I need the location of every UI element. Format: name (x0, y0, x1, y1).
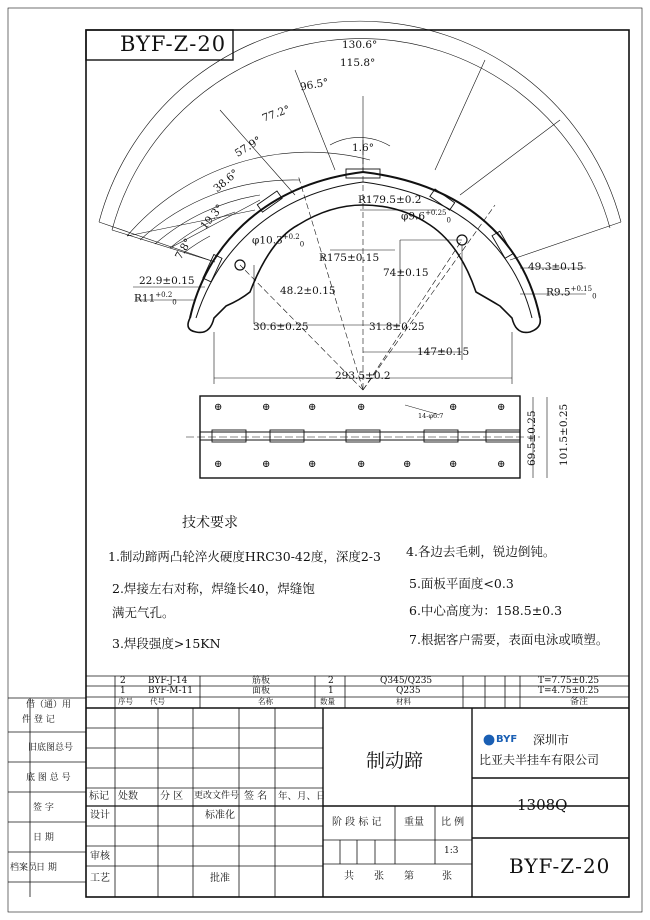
rev-header: 处数 (118, 791, 138, 802)
hole-icon: ⊕ (262, 459, 271, 470)
requirement-line: 4.各边去毛刺，锐边倒钝。 (406, 544, 556, 559)
page-label: 第 (404, 871, 414, 882)
part-name-title: 制动蹄 (366, 750, 424, 772)
sheets-label: 张 (374, 871, 384, 882)
weight-label: 重量 (404, 817, 424, 828)
header-material: 材料 (396, 697, 411, 706)
hole-icon: ⊕ (214, 402, 223, 413)
rev-header: 年、月、日 (278, 791, 326, 802)
part-material: Q235 (396, 686, 421, 696)
company-line1: 深圳市 (533, 733, 570, 747)
ratio-label: 比 例 (441, 817, 465, 828)
part-code: BYF-J-14 (148, 676, 188, 686)
side-label: 档案员 (10, 863, 38, 873)
hole-icon: ⊕ (449, 459, 458, 470)
hole-icon: ⊕ (403, 459, 412, 470)
part-qty: 2 (328, 676, 334, 686)
requirement-line: 7.根据客户需要，表面电泳或喷塑。 (409, 632, 609, 647)
dim-r11: $R11^{+0.2}_0$ (134, 291, 177, 307)
rev-header: 更改文件号 (194, 791, 240, 801)
dim-147: 147±0.15 (417, 346, 470, 358)
angle-label: 115.8° (340, 57, 376, 69)
hole-icon: ⊕ (357, 402, 366, 413)
dim-31-8: 31.8±0.25 (369, 321, 425, 333)
part-name: 面板 (252, 686, 271, 696)
dim-phi96: $\varphi 9.6^{+0.25}_0$ (401, 209, 451, 225)
header-name: 名称 (258, 697, 273, 706)
requirement-line: 5.面板平面度<0.3 (409, 576, 514, 591)
plan-view (186, 396, 547, 478)
dim-22-9: 22.9±0.15 (139, 275, 195, 287)
side-label: 日 期 (36, 863, 57, 873)
process-label: 工艺 (90, 873, 110, 884)
side-label: 签 字 (33, 803, 54, 813)
hole-icon: ⊕ (497, 459, 506, 470)
rev-header: 签 名 (244, 791, 268, 802)
dim-49-3: 49.3±0.15 (528, 261, 584, 273)
dim-69-5: 69.5±0.25 (526, 410, 538, 466)
side-label: 日 期 (33, 833, 54, 843)
check-label: 审核 (90, 851, 110, 862)
dim-48-2: 48.2±0.15 (280, 285, 336, 297)
hole-icon: ⊕ (308, 459, 317, 470)
dim-r179: R179.5±0.2 (358, 194, 422, 206)
stage-mark-label: 阶 段 标 记 (332, 817, 382, 828)
lining-pads (203, 169, 513, 282)
total-label: 共 (344, 871, 354, 882)
weld-note: 14-φ6.7 (418, 412, 444, 420)
dim-phi103: $\varphi 10.3^{+0.2}_0$ (252, 233, 305, 249)
side-label: 借（通）用 (26, 700, 72, 710)
hole-icon: ⊕ (497, 402, 506, 413)
part-code: BYF-M-11 (148, 686, 193, 696)
approve-label: 批准 (210, 873, 230, 884)
side-label: 底 图 总 号 (26, 773, 71, 783)
company-logo: BYF (496, 734, 518, 745)
hole-icon: ⊕ (214, 459, 223, 470)
angle-label: 38.6° (211, 167, 241, 195)
part-note: T=4.75±0.25 (538, 686, 600, 696)
drawing-number: BYF-Z-20 (509, 854, 611, 878)
requirements-title: 技术要求 (182, 515, 238, 531)
part-no: 1 (120, 686, 126, 696)
dim-101-5: 101.5±0.25 (558, 403, 570, 466)
header-no: 序号 (118, 697, 133, 706)
part-no: 2 (120, 676, 126, 686)
requirement-line: 3.焊段强度>15KN (112, 636, 221, 651)
requirement-line: 满无气孔。 (112, 605, 175, 620)
header-qty: 数量 (320, 697, 335, 706)
sheet2-label: 张 (442, 871, 452, 882)
part-material: Q345/Q235 (380, 676, 433, 686)
requirement-line: 6.中心高度为：158.5±0.3 (409, 603, 563, 618)
rev-header: 分 区 (160, 791, 184, 802)
dim-293-5: 293.5±0.2 (335, 370, 391, 382)
side-label: 旧底图总号 (28, 743, 74, 753)
side-label: 件 登 记 (22, 715, 55, 725)
hole-icon: ⊕ (262, 402, 271, 413)
design-label: 设计 (90, 810, 110, 821)
part-name: 筋板 (252, 676, 271, 686)
model-number: 1308Q (517, 796, 568, 814)
angle-label: 1.6° (352, 142, 374, 154)
hole-icon: ⊕ (308, 402, 317, 413)
requirement-line: 2.焊接左右对称，焊缝长40，焊缝饱 (112, 581, 315, 596)
header-note: 备注 (570, 697, 589, 707)
dim-74: 74±0.15 (383, 267, 429, 279)
hole-icon: ⊕ (449, 402, 458, 413)
logo-icon (484, 735, 494, 745)
company-line2: 比亚夫半挂车有限公司 (479, 753, 600, 767)
angle-label: 96.5° (299, 76, 330, 94)
requirement-line: 1.制动蹄两凸轮淬火硬度HRC30-42度，深度2-3 (108, 549, 381, 564)
angle-label: 130.6° (342, 39, 378, 51)
part-qty: 1 (328, 686, 334, 696)
part-note: T=7.75±0.25 (538, 676, 600, 686)
header-code: 代号 (150, 697, 165, 706)
angle-label: 19.3° (198, 202, 226, 232)
dim-r9-5: $R9.5^{+0.15}_0$ (546, 285, 597, 301)
dimension-lines (133, 210, 586, 384)
angle-label: 57.9° (232, 134, 264, 160)
drawing-number-top: BYF-Z-20 (120, 32, 227, 56)
dim-30-6: 30.6±0.25 (253, 321, 309, 333)
dim-r175: R175±0.15 (319, 252, 380, 264)
angle-label: 7.8° (173, 236, 195, 262)
scale-value: 1:3 (444, 846, 459, 856)
angle-label: 77.2° (260, 103, 292, 125)
radial-lines (99, 57, 621, 262)
rev-header: 标记 (89, 791, 109, 802)
hole-icon: ⊕ (357, 459, 366, 470)
standardize-label: 标准化 (205, 810, 235, 821)
